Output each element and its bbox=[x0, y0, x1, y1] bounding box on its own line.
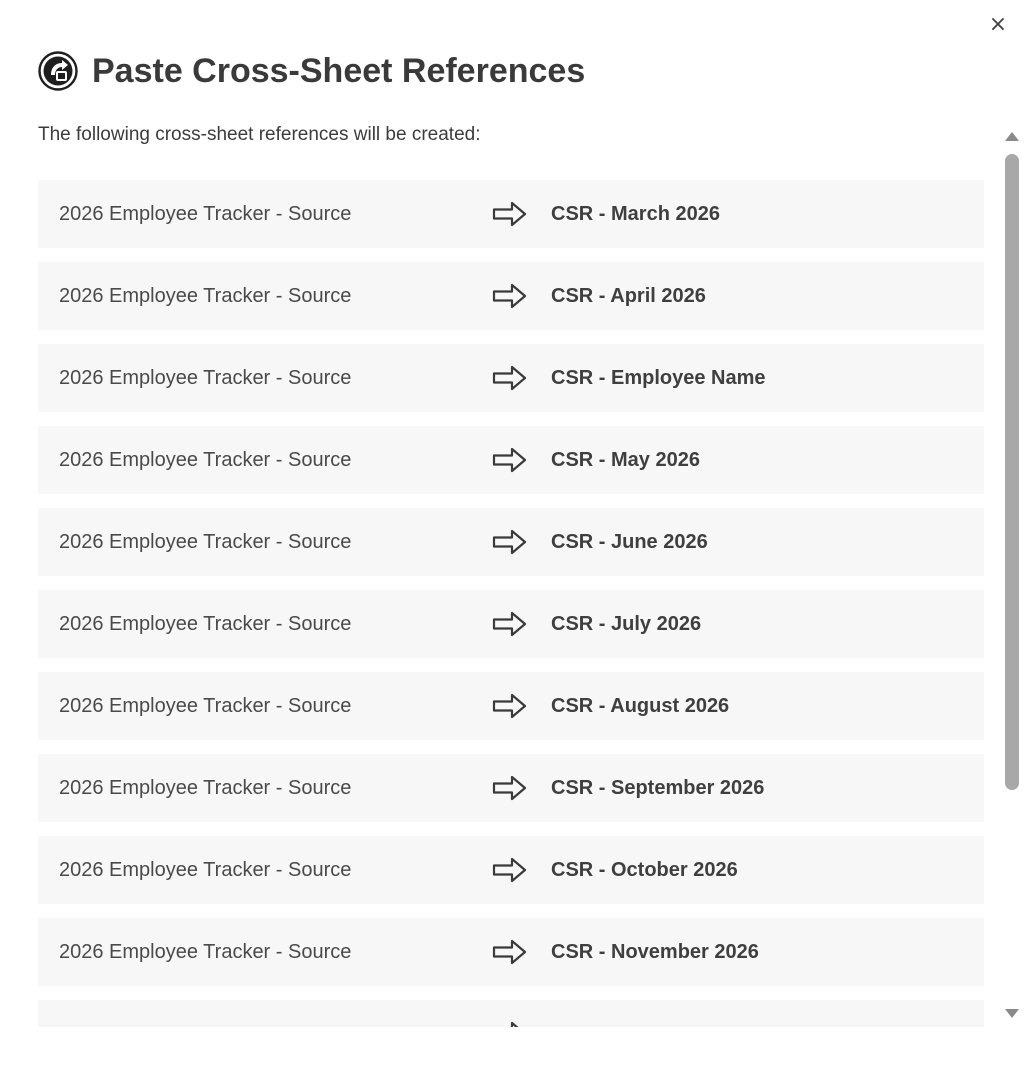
reference-target-column: CSR - September 2026 bbox=[551, 776, 765, 799]
reference-row bbox=[38, 1000, 984, 1027]
dialog-subtitle: The following cross-sheet references will be created: bbox=[38, 124, 481, 145]
reference-row bbox=[38, 754, 984, 822]
reference-target-column: CSR - July 2026 bbox=[551, 612, 702, 635]
reference-source-sheet: 2026 Employee Tracker - Source bbox=[59, 694, 352, 717]
close-button[interactable] bbox=[986, 10, 1010, 38]
reference-row bbox=[38, 344, 984, 412]
scroll-thumb[interactable] bbox=[1005, 154, 1019, 790]
right-arrow-icon bbox=[492, 365, 528, 391]
reference-row bbox=[38, 672, 984, 740]
references-list-items bbox=[38, 180, 984, 1027]
reference-target-column: CSR - May 2026 bbox=[551, 448, 700, 471]
reference-row bbox=[38, 508, 984, 576]
scroll-up-arrow-icon[interactable] bbox=[1005, 132, 1019, 141]
right-arrow-icon bbox=[492, 447, 528, 473]
reference-target-column: CSR - October 2026 bbox=[551, 858, 738, 881]
reference-row bbox=[38, 836, 984, 904]
reference-row bbox=[38, 180, 984, 248]
scroll-down-arrow-icon[interactable] bbox=[1005, 1009, 1019, 1018]
reference-source-sheet: 2026 Employee Tracker - Source bbox=[59, 612, 352, 635]
right-arrow-icon bbox=[492, 1021, 528, 1027]
right-arrow-icon bbox=[492, 529, 528, 555]
close-icon: × bbox=[988, 11, 1008, 37]
right-arrow-icon bbox=[492, 283, 528, 309]
reference-target-column: CSR - April 2026 bbox=[551, 284, 706, 307]
reference-target-column: CSR - March 2026 bbox=[551, 202, 720, 225]
right-arrow-icon bbox=[492, 693, 528, 719]
dialog-header bbox=[38, 50, 585, 92]
reference-source-sheet: 2026 Employee Tracker - Source bbox=[59, 366, 352, 389]
reference-source-sheet: 2026 Employee Tracker - Source bbox=[59, 940, 352, 963]
reference-target-column: CSR - Employee Name bbox=[551, 366, 766, 389]
right-arrow-icon bbox=[492, 857, 528, 883]
reference-source-sheet: 2026 Employee Tracker - Source bbox=[59, 858, 352, 881]
references-list[interactable] bbox=[38, 180, 984, 1027]
reference-row bbox=[38, 590, 984, 658]
reference-source-sheet: 2026 Employee Tracker - Source bbox=[59, 448, 352, 471]
reference-source-sheet: 2026 Employee Tracker - Source bbox=[59, 776, 352, 799]
right-arrow-icon bbox=[492, 775, 528, 801]
reference-target-column: CSR - August 2026 bbox=[551, 694, 730, 717]
reference-source-sheet: 2026 Employee Tracker - Source bbox=[59, 284, 352, 307]
reference-source-sheet: 2026 Employee Tracker - Source bbox=[59, 530, 352, 553]
reference-row bbox=[38, 918, 984, 986]
cross-sheet-reference-icon bbox=[38, 51, 78, 91]
right-arrow-icon bbox=[492, 201, 528, 227]
reference-target-column: CSR - June 2026 bbox=[551, 530, 708, 553]
reference-source-sheet: 2026 Employee Tracker - Source bbox=[59, 202, 352, 225]
reference-row bbox=[38, 426, 984, 494]
reference-target-column: CSR - November 2026 bbox=[551, 940, 759, 963]
vertical-scrollbar[interactable] bbox=[1002, 128, 1022, 1022]
reference-row bbox=[38, 262, 984, 330]
right-arrow-icon bbox=[492, 611, 528, 637]
dialog-title: Paste Cross-Sheet References bbox=[92, 51, 586, 90]
right-arrow-icon bbox=[492, 939, 528, 965]
